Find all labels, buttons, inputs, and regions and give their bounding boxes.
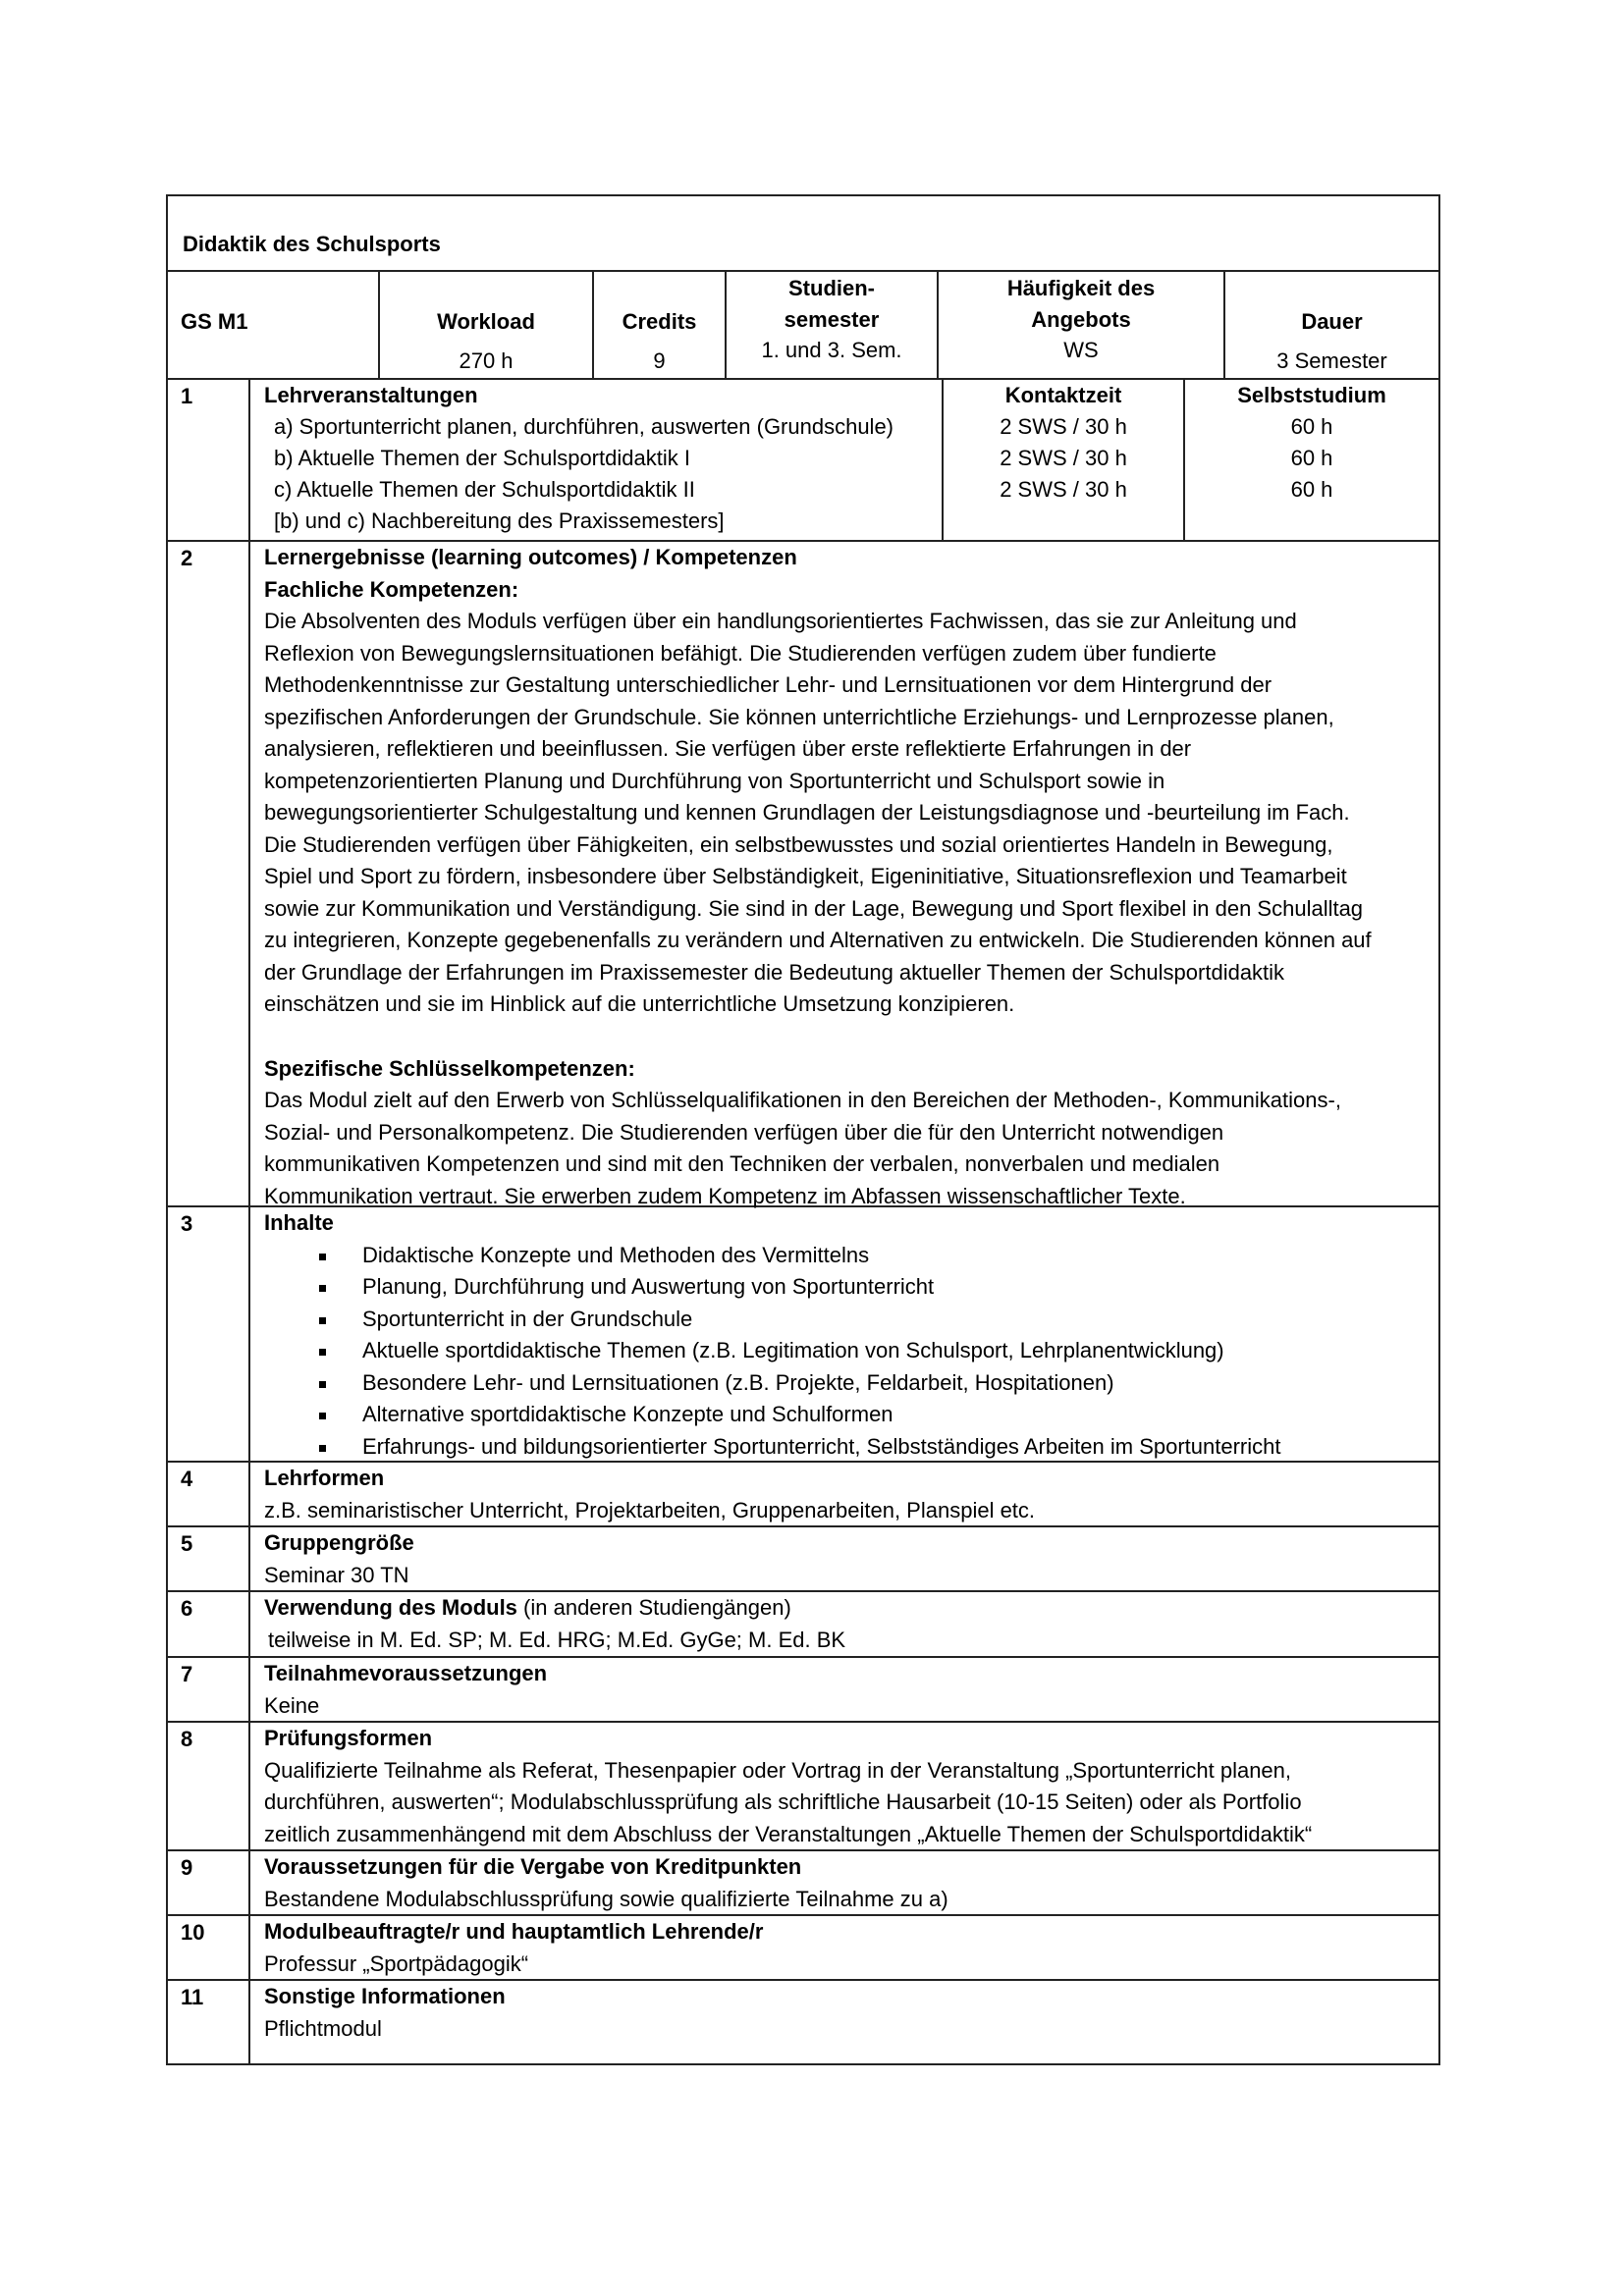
text-line: sowie zur Kommunikation und Verständigung. Sie sind in der Lage, Bewegung und Sport flexibel in den Schulalltag bbox=[264, 895, 1364, 921]
text-line: Die Studierenden verfügen über Fähigkeiten, ein selbstbewusstes und sozial orientiertes Handeln in Bewegung, bbox=[264, 831, 1333, 857]
section-content bbox=[250, 380, 1438, 540]
contact-time-value: 2 SWS / 30 h bbox=[1000, 414, 1127, 439]
module-code: GS M1 bbox=[181, 309, 248, 334]
duration-value: 3 Semester bbox=[1276, 348, 1387, 373]
section-10-row bbox=[168, 1916, 1438, 1981]
header-credits-cell bbox=[594, 272, 727, 378]
section-text: Seminar 30 TN bbox=[264, 1562, 409, 1587]
section-number: 10 bbox=[168, 1916, 250, 1979]
list-item: Planung, Durchführung und Auswertung von Sportunterricht bbox=[264, 1271, 1427, 1304]
contact-time-value: 2 SWS / 30 h bbox=[1000, 477, 1127, 502]
section-4-row bbox=[168, 1463, 1438, 1527]
section-9-row bbox=[168, 1851, 1438, 1916]
self-study-value: 60 h bbox=[1290, 414, 1333, 439]
section-3-row bbox=[168, 1207, 1438, 1463]
courses-cell bbox=[250, 380, 944, 540]
section-number: 5 bbox=[168, 1527, 250, 1590]
section-text: Bestandene Modulabschlussprüfung sowie qualifizierte Teilnahme zu a) bbox=[264, 1886, 948, 1911]
list-item: Alternative sportdidaktische Konzepte und Schulformen bbox=[264, 1399, 1427, 1431]
text-line: spezifischen Anforderungen der Grundschule. Sie können unterrichtliche Erziehungs- und Lernprozesse planen, bbox=[264, 704, 1334, 729]
section-title-line bbox=[264, 1592, 1427, 1625]
text-line: durchführen, auswerten“; Modulabschlussprüfung als schriftliche Hausarbeit (10-15 Seiten) oder als Portfolio bbox=[264, 1789, 1302, 1814]
section-content bbox=[250, 1916, 1438, 1979]
content-list bbox=[264, 1240, 1427, 1464]
section-title: Inhalte bbox=[264, 1210, 334, 1235]
section-number: 11 bbox=[168, 1981, 250, 2063]
text-line: kommunikativen Kompetenzen und sind mit den Techniken der verbalen, nonverbalen und medialen bbox=[264, 1151, 1220, 1176]
self-study-value: 60 h bbox=[1290, 477, 1333, 502]
section-title: Verwendung des Moduls bbox=[264, 1595, 517, 1620]
credits-value: 9 bbox=[653, 348, 666, 373]
section-content bbox=[250, 542, 1438, 1208]
section-content bbox=[250, 1207, 1438, 1461]
section-text: Keine bbox=[264, 1692, 320, 1718]
header-semester-cell bbox=[727, 272, 939, 378]
module-header-row bbox=[168, 272, 1438, 380]
course-item: [b) und c) Nachbereitung des Praxissemesters] bbox=[274, 508, 725, 533]
workload-value: 270 h bbox=[459, 348, 514, 373]
section-title: Voraussetzungen für die Vergabe von Kreditpunkten bbox=[264, 1854, 802, 1879]
section-number: 9 bbox=[168, 1851, 250, 1914]
text-line: Qualifizierte Teilnahme als Referat, Thesenpapier oder Vortrag in der Veranstaltung „Sportunterricht planen, bbox=[264, 1757, 1292, 1783]
list-item: Aktuelle sportdidaktische Themen (z.B. Legitimation von Schulsport, Lehrplanentwicklung) bbox=[264, 1335, 1427, 1367]
contact-time-cell bbox=[944, 380, 1185, 540]
text-line: Sozial- und Personalkompetenz. Die Studierenden verfügen über die für den Unterricht notwendigen bbox=[264, 1119, 1224, 1145]
section-title: Modulbeauftragte/r und hauptamtlich Lehrende/r bbox=[264, 1919, 764, 1944]
module-title: Didaktik des Schulsports bbox=[183, 232, 441, 256]
text-line: zeitlich zusammenhängend mit dem Abschluss der Veranstaltungen „Aktuelle Themen der Schulsportdidaktik“ bbox=[264, 1821, 1313, 1846]
text-line: analysieren, reflektieren und beeinflussen. Sie verfügen über erste reflektierte Erfahrungen in der bbox=[264, 736, 1192, 761]
section-11-row bbox=[168, 1981, 1438, 2063]
section-content bbox=[250, 1851, 1438, 1914]
header-code-cell bbox=[168, 272, 380, 378]
self-study-value: 60 h bbox=[1290, 446, 1333, 470]
subsection-title: Spezifische Schlüsselkompetenzen: bbox=[264, 1055, 635, 1081]
frequency-value: WS bbox=[1063, 338, 1099, 362]
course-item: a) Sportunterricht planen, durchführen, auswerten (Grundschule) bbox=[274, 414, 894, 439]
section-title: Lehrformen bbox=[264, 1466, 385, 1490]
section-content bbox=[250, 1527, 1438, 1590]
section-6-row bbox=[168, 1592, 1438, 1658]
section-number: 1 bbox=[168, 380, 250, 540]
header-duration-cell bbox=[1225, 272, 1438, 378]
section-title: Sonstige Informationen bbox=[264, 1984, 506, 2008]
section-title-suffix: (in anderen Studiengängen) bbox=[516, 1595, 791, 1620]
section-number: 4 bbox=[168, 1463, 250, 1525]
course-item: c) Aktuelle Themen der Schulsportdidaktik II bbox=[274, 477, 695, 502]
section-text: z.B. seminaristischer Unterricht, Projektarbeiten, Gruppenarbeiten, Planspiel etc. bbox=[264, 1497, 1036, 1522]
section-content bbox=[250, 1463, 1438, 1525]
section-content bbox=[250, 1723, 1438, 1849]
credits-label: Credits bbox=[622, 309, 697, 334]
section-text: Pflichtmodul bbox=[264, 2015, 382, 2041]
section-content bbox=[250, 1981, 1438, 2063]
text-line: Methodenkenntnisse zur Gestaltung unterschiedlicher Lehr- und Lernsituationen vor dem Hintergrund der bbox=[264, 672, 1272, 697]
section-title: Gruppengröße bbox=[264, 1530, 414, 1555]
section-8-row bbox=[168, 1723, 1438, 1851]
semester-label-2: semester bbox=[784, 307, 880, 332]
frequency-label-2: Angebots bbox=[1031, 307, 1131, 332]
section-title: Lehrveranstaltungen bbox=[264, 383, 478, 407]
section-5-row bbox=[168, 1527, 1438, 1592]
section-title: Lernergebnisse (learning outcomes) / Kompetenzen bbox=[264, 545, 797, 569]
text-line: Reflexion von Bewegungslernsituationen befähigt. Die Studierenden verfügen zudem über fundierte bbox=[264, 640, 1217, 666]
section-number: 7 bbox=[168, 1658, 250, 1721]
section-1-row bbox=[168, 380, 1438, 542]
list-item: Didaktische Konzepte und Methoden des Vermittelns bbox=[264, 1240, 1427, 1272]
self-study-cell bbox=[1185, 380, 1438, 540]
module-description-table bbox=[166, 194, 1440, 2065]
text-line: kompetenzorientierten Planung und Durchführung von Sportunterricht und Schulsport sowie in bbox=[264, 768, 1165, 793]
section-number: 3 bbox=[168, 1207, 250, 1461]
text-line: Kommunikation vertraut. Sie erwerben zudem Kompetenz im Abfassen wissenschaftlicher Texte. bbox=[264, 1183, 1186, 1208]
contact-time-value: 2 SWS / 30 h bbox=[1000, 446, 1127, 470]
duration-label: Dauer bbox=[1301, 309, 1363, 334]
section-content bbox=[250, 1658, 1438, 1721]
text-line: Spiel und Sport zu fördern, insbesondere über Selbständigkeit, Eigeninitiative, Situationsreflexion und Teamarbeit bbox=[264, 864, 1347, 888]
text-line: Die Absolventen des Moduls verfügen über ein handlungsorientiertes Fachwissen, das sie zur Anleitung und bbox=[264, 609, 1297, 633]
subsection-title: Fachliche Kompetenzen: bbox=[264, 576, 519, 602]
section-text: teilweise in M. Ed. SP; M. Ed. HRG; M.Ed. GyGe; M. Ed. BK bbox=[268, 1627, 846, 1652]
text-line: Das Modul zielt auf den Erwerb von Schlüsselqualifikationen in den Bereichen der Methoden-, Kommunikations-, bbox=[264, 1088, 1341, 1112]
header-workload-cell bbox=[380, 272, 594, 378]
section-7-row bbox=[168, 1658, 1438, 1723]
text-line: zu integrieren, Konzepte gegebenenfalls zu verändern und Alternativen zu entwickeln. Die Studierenden können auf bbox=[264, 928, 1372, 952]
section-number: 6 bbox=[168, 1592, 250, 1656]
section-number: 8 bbox=[168, 1723, 250, 1849]
module-title-row bbox=[168, 196, 1438, 272]
frequency-label-1: Häufigkeit des bbox=[1006, 276, 1156, 300]
course-item: b) Aktuelle Themen der Schulsportdidaktik I bbox=[274, 446, 690, 470]
section-number: 2 bbox=[168, 542, 250, 1205]
list-item: Erfahrungs- und bildungsorientierter Sportunterricht, Selbstständiges Arbeiten im Sportunterricht bbox=[264, 1431, 1427, 1464]
section-content bbox=[250, 1592, 1438, 1656]
list-item: Besondere Lehr- und Lernsituationen (z.B. Projekte, Feldarbeit, Hospitationen) bbox=[264, 1367, 1427, 1400]
self-study-label: Selbststudium bbox=[1237, 383, 1386, 407]
text-line: bewegungsorientierter Schulgestaltung und kennen Grundlagen der Leistungsdiagnose und -beurteilung im Fach. bbox=[264, 800, 1350, 825]
text-line: der Grundlage der Erfahrungen im Praxissemester die Bedeutung aktueller Themen der Schulsportdidaktik bbox=[264, 959, 1285, 985]
contact-time-label: Kontaktzeit bbox=[1004, 383, 1122, 407]
workload-label: Workload bbox=[437, 309, 535, 334]
section-2-row bbox=[168, 542, 1438, 1207]
section-text: Professur „Sportpädagogik“ bbox=[264, 1950, 529, 1976]
text-line: einschätzen und sie im Hinblick auf die unterrichtliche Umsetzung konzipieren. bbox=[264, 991, 1015, 1016]
semester-value: 1. und 3. Sem. bbox=[761, 338, 902, 362]
semester-label-1: Studien- bbox=[788, 276, 875, 300]
header-frequency-cell bbox=[939, 272, 1225, 378]
section-title: Teilnahmevoraussetzungen bbox=[264, 1661, 548, 1685]
section-title: Prüfungsformen bbox=[264, 1726, 433, 1750]
list-item: Sportunterricht in der Grundschule bbox=[264, 1304, 1427, 1336]
